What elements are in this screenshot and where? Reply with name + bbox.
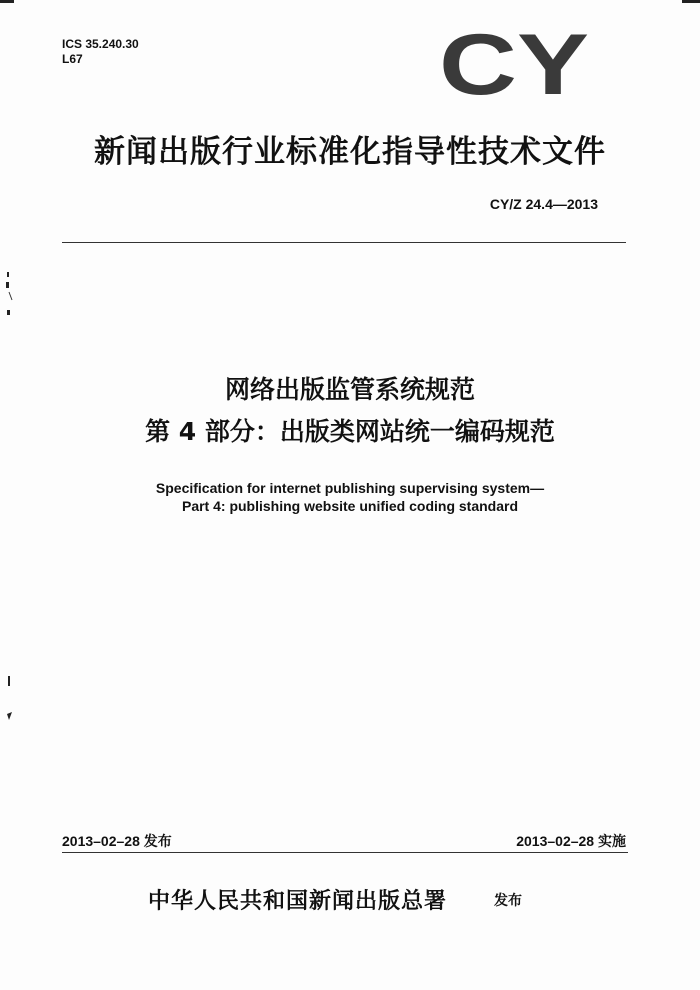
scan-edge-mark-left <box>0 0 14 3</box>
header-divider <box>62 242 626 243</box>
scan-margin-marks-lower <box>4 676 14 722</box>
issued-label: 发布 <box>494 893 522 909</box>
ccs-code: L67 <box>62 52 83 66</box>
english-title-line-2: Part 4: publishing website unified coding standard <box>181 498 519 514</box>
ics-code: ICS 35.240.30 <box>62 37 139 51</box>
footer-divider <box>62 852 628 853</box>
english-title-line-1: Specification for internet publishing supervising system— <box>155 480 545 496</box>
chinese-title-line-2: 第 4 部分：出版类网站统一编码规范 <box>145 417 555 446</box>
cy-logo-text: CY <box>439 26 589 100</box>
issue-date: 2013–02–28 发布 <box>62 833 172 849</box>
implementation-date: 2013–02–28 实施 <box>516 833 626 849</box>
scan-margin-marks-upper <box>4 272 14 318</box>
issuing-authority: 中华人民共和国新闻出版总署 <box>148 888 448 914</box>
classification-codes <box>62 37 139 67</box>
cy-logo <box>438 26 590 100</box>
standard-number: CY/Z 24.4—2013 <box>489 196 598 212</box>
document-type-title: 新闻出版行业标准化指导性技术文件 <box>94 134 606 170</box>
chinese-title-line-1: 网络出版监管系统规范 <box>224 375 475 404</box>
scan-edge-mark-right <box>682 0 700 3</box>
